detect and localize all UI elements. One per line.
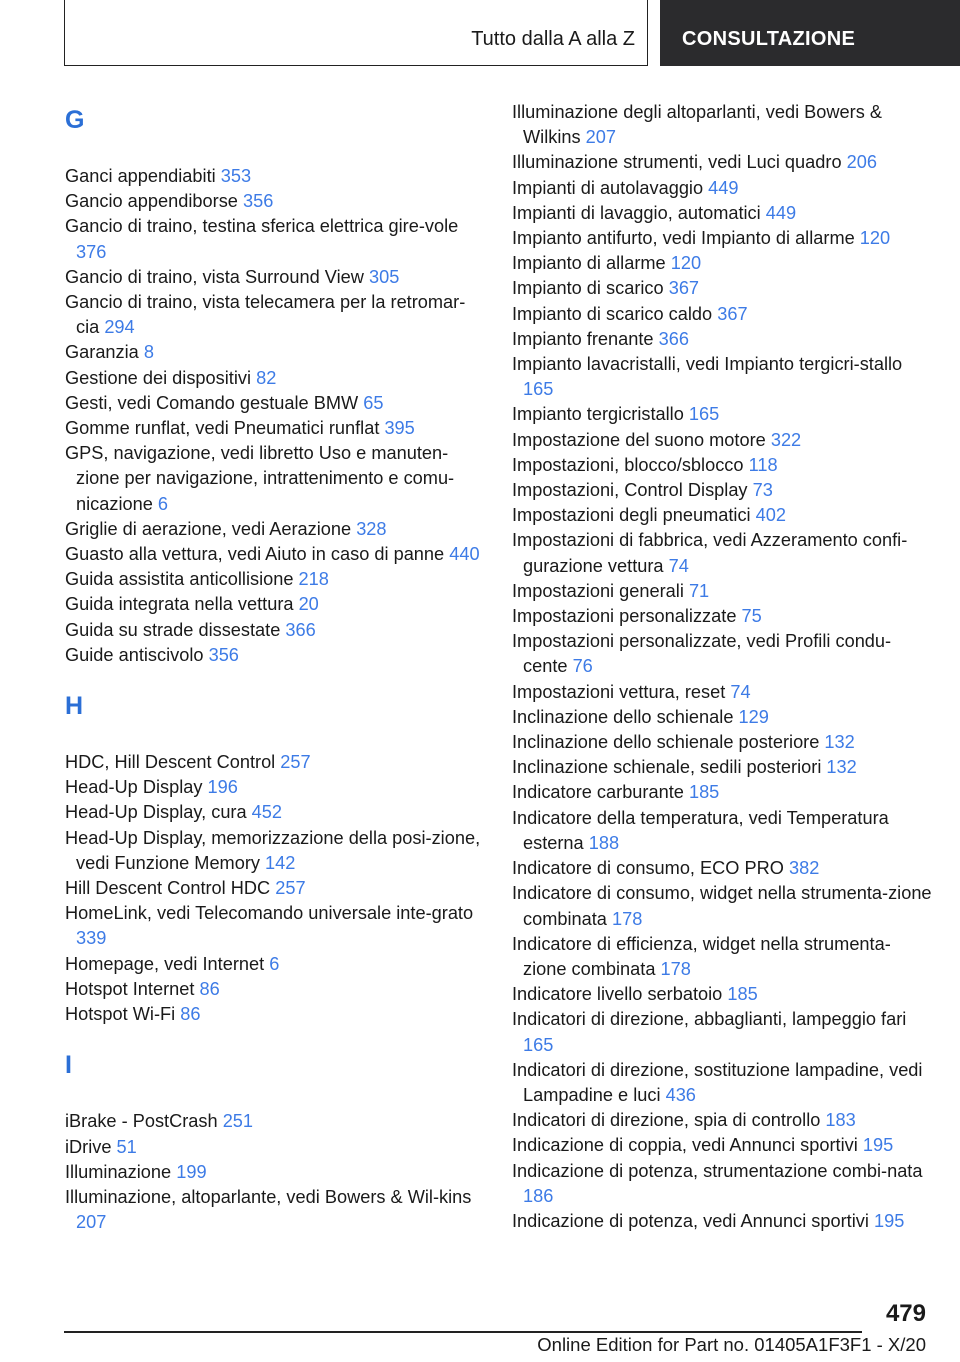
index-entry-text: Inclinazione schienale, sedili posteriori <box>512 757 822 778</box>
index-entry <box>65 750 485 775</box>
index-page-link[interactable]: 322 <box>770 429 802 450</box>
index-entry <box>512 478 932 503</box>
index-entry <box>512 1209 932 1234</box>
index-entry <box>65 542 485 567</box>
index-entry-text: Inclinazione dello schienale <box>512 706 734 727</box>
index-entry-text: Impostazioni generali <box>512 580 684 601</box>
index-page-link[interactable]: 165 <box>523 379 554 400</box>
index-page-link[interactable]: 132 <box>824 732 855 753</box>
index-entry <box>512 402 932 427</box>
index-entry <box>512 176 932 201</box>
index-entry <box>65 800 485 825</box>
index-entry-text: Head-Up Display, memorizzazione della posi-zione, vedi Funzione Memory <box>65 827 481 873</box>
index-page-link[interactable]: 76 <box>572 656 593 677</box>
index-letter-heading: I <box>65 1051 72 1080</box>
index-entry <box>512 251 932 276</box>
index-entry <box>512 150 932 175</box>
index-page-link[interactable]: 73 <box>752 480 773 501</box>
index-page-link[interactable]: 132 <box>826 757 857 778</box>
index-entry <box>512 302 932 327</box>
index-page-link[interactable]: 328 <box>356 518 387 539</box>
index-entry <box>65 1109 485 1134</box>
index-page-link[interactable]: 440 <box>449 544 480 565</box>
index-entry-text: Gancio di traino, vista telecamera per la retromar-cia <box>65 292 466 338</box>
index-page-link[interactable]: 251 <box>222 1111 254 1132</box>
index-entry-text: Indicazione di potenza, vedi Annunci sportivi <box>512 1210 869 1231</box>
index-page-link[interactable]: 120 <box>859 228 891 249</box>
index-column-right <box>512 100 932 1234</box>
index-page-link[interactable]: 395 <box>384 418 415 439</box>
index-page-link[interactable]: 178 <box>611 908 643 929</box>
index-entry-text: Impostazioni personalizzate <box>512 606 737 627</box>
index-entry <box>512 932 932 982</box>
index-entry <box>65 1185 485 1235</box>
index-page-link[interactable]: 367 <box>668 278 700 299</box>
index-entry <box>65 290 485 340</box>
index-entry-text: Impostazioni di fabbrica, vedi Azzeramento confi-gurazione vettura <box>512 530 908 576</box>
index-entry-text: Impianti di lavaggio, automatici <box>512 202 761 223</box>
index-entry-text: Impianti di autolavaggio <box>512 177 704 198</box>
index-entry-text: Indicatori di direzione, spia di controllo <box>512 1110 821 1131</box>
index-page-link[interactable]: 183 <box>825 1110 856 1131</box>
index-entry <box>512 1108 932 1133</box>
header-section-title: Tutto dalla A alla Z <box>471 28 635 50</box>
index-entry-text: Indicatore livello serbatoio <box>512 984 723 1005</box>
index-entry <box>65 826 485 876</box>
index-entry <box>512 705 932 730</box>
index-entry <box>65 1160 485 1185</box>
index-entry-text: Indicazione di potenza, strumentazione combi-nata <box>512 1160 923 1181</box>
index-page-link[interactable]: 74 <box>730 681 751 702</box>
index-page-link[interactable]: 196 <box>207 777 238 798</box>
index-page-link[interactable]: 382 <box>788 858 820 879</box>
page-header <box>64 0 960 66</box>
index-entry-text: Indicatore della temperatura, vedi Temperatura esterna <box>512 807 889 853</box>
index-page-link[interactable]: 185 <box>727 984 758 1005</box>
index-entry-text: Impostazioni vettura, reset <box>512 681 726 702</box>
index-entry-text: Impostazioni, Control Display <box>512 480 748 501</box>
index-entry-text: Gancio di traino, testina sferica elettrica gire-vole <box>65 216 459 237</box>
index-entry-text: Garanzia <box>65 342 139 363</box>
index-entry-text: Inclinazione dello schienale posteriore <box>512 732 820 753</box>
index-entry-text: Indicatore di consumo, ECO PRO <box>512 858 784 879</box>
index-entry <box>512 579 932 604</box>
index-page-link[interactable]: 207 <box>76 1212 107 1233</box>
index-page-link[interactable]: 178 <box>660 958 691 979</box>
index-page-link[interactable]: 74 <box>668 555 689 576</box>
index-entry-text: Impianto di scarico <box>512 278 664 299</box>
index-entry-text: Guida integrata nella vettura <box>65 594 294 615</box>
index-page-link[interactable]: 8 <box>143 342 154 363</box>
index-entry-text: Hotspot Wi-Fi <box>65 1004 176 1025</box>
index-entry <box>65 643 485 668</box>
index-page-link[interactable]: 257 <box>275 878 306 899</box>
index-page-link[interactable]: 305 <box>368 266 400 287</box>
index-page-link[interactable]: 186 <box>523 1185 554 1206</box>
index-entry <box>512 806 932 856</box>
index-entry-text: Indicatore di efficienza, widget nella strumenta-zione combinata <box>512 933 891 979</box>
index-entry <box>65 567 485 592</box>
index-entry-text: Guasto alla vettura, vedi Aiuto in caso di panne <box>65 544 445 565</box>
index-entry <box>512 680 932 705</box>
index-entry-text: GPS, navigazione, vedi libretto Uso e manuten-zione per navigazione, intrattenimento e comu-nicazione <box>65 443 455 514</box>
index-entry-text: Hill Descent Control HDC <box>65 878 271 899</box>
index-page-link[interactable]: 65 <box>363 392 384 413</box>
index-page-link[interactable]: 218 <box>298 569 329 590</box>
index-entry-text: Gomme runflat, vedi Pneumatici runflat <box>65 418 380 439</box>
index-page-link[interactable]: 6 <box>269 953 280 974</box>
index-entry-text: Impianto tergicristallo <box>512 404 684 425</box>
index-entry-text: Impianto frenante <box>512 328 654 349</box>
index-letter-heading: H <box>65 692 84 721</box>
index-page-link[interactable]: 366 <box>285 619 316 640</box>
index-page-link[interactable]: 257 <box>280 752 311 773</box>
index-entry-text: Guida su strade dissestate <box>65 619 281 640</box>
index-entry <box>65 441 485 517</box>
index-page-link[interactable]: 294 <box>104 317 135 338</box>
index-entry <box>512 327 932 352</box>
index-entry <box>65 876 485 901</box>
header-chapter-title: CONSULTAZIONE <box>682 28 856 50</box>
index-entry-text: Indicatori di direzione, sostituzione lampadine, vedi Lampadine e luci <box>512 1059 923 1105</box>
index-entry <box>65 952 485 977</box>
index-entry-text: Guida assistita anticollisione <box>65 569 294 590</box>
index-entry <box>65 214 485 264</box>
index-entry <box>512 982 932 1007</box>
index-page-link[interactable]: 120 <box>670 253 702 274</box>
index-entry-text: Impianto di scarico caldo <box>512 303 713 324</box>
index-entry-text: Gesti, vedi Comando gestuale BMW <box>65 392 359 413</box>
header-section-box <box>64 0 648 66</box>
index-entry <box>512 629 932 679</box>
index-entry <box>512 276 932 301</box>
index-entry <box>65 1135 485 1160</box>
index-entry-text: Impostazione del suono motore <box>512 429 766 450</box>
index-entry <box>65 189 485 214</box>
index-entry <box>512 453 932 478</box>
index-page-link[interactable]: 86 <box>199 978 220 999</box>
index-entry-text: Impianto di allarme <box>512 253 666 274</box>
index-column-left <box>65 100 485 1235</box>
index-entry-text: Indicazione di coppia, vedi Annunci sportivi <box>512 1135 858 1156</box>
index-page-link[interactable]: 165 <box>523 1034 554 1055</box>
index-entry-text: Ganci appendiabiti <box>65 166 216 186</box>
index-entry <box>65 164 485 189</box>
index-entry-text: HDC, Hill Descent Control <box>65 752 276 773</box>
index-page-link[interactable]: 6 <box>157 493 169 514</box>
index-entry-text: Guide antiscivolo <box>65 644 204 665</box>
page-number: 479 <box>885 1300 926 1327</box>
index-entry-text: iDrive <box>65 1136 112 1157</box>
index-entry <box>65 517 485 542</box>
index-entry <box>65 977 485 1002</box>
index-entry <box>512 780 932 805</box>
index-page-link[interactable]: 129 <box>738 706 769 727</box>
index-page-link[interactable]: 195 <box>862 1135 894 1156</box>
index-page-link[interactable]: 356 <box>242 191 274 212</box>
index-entry <box>512 1133 932 1158</box>
index-page-link[interactable]: 449 <box>708 177 739 198</box>
index-page-link[interactable]: 188 <box>588 832 620 853</box>
index-entry-text: HomeLink, vedi Telecomando universale inte-grato <box>65 903 474 924</box>
index-entry <box>512 503 932 528</box>
index-page-link[interactable]: 185 <box>688 782 720 803</box>
footer-edition: Online Edition for Part no. 01405A1F3F1 - X/20 <box>537 1334 926 1355</box>
index-page-link[interactable]: 20 <box>298 594 319 615</box>
index-page-link[interactable]: 71 <box>688 580 710 601</box>
index-page-link[interactable]: 75 <box>741 606 762 627</box>
index-entry-text: Illuminazione strumenti, vedi Luci quadro <box>512 152 842 173</box>
index-page-link[interactable]: 206 <box>846 152 877 173</box>
index-entry-text: Impostazioni degli pneumatici <box>512 505 751 526</box>
index-page-link[interactable]: 436 <box>665 1084 696 1105</box>
index-page-link[interactable]: 356 <box>208 644 239 665</box>
index-entry <box>65 265 485 290</box>
index-page-link[interactable]: 402 <box>755 505 787 526</box>
index-page-link[interactable]: 142 <box>265 852 296 873</box>
index-page-link[interactable]: 199 <box>176 1161 207 1182</box>
index-entry <box>512 1159 932 1209</box>
index-page-link[interactable]: 366 <box>658 328 689 349</box>
index-entry <box>65 340 485 365</box>
index-entry-text: Indicatori di direzione, abbaglianti, lampeggio fari <box>512 1009 907 1030</box>
index-entry <box>65 391 485 416</box>
index-entry <box>512 856 932 881</box>
index-entry <box>512 1058 932 1108</box>
index-entry-text: Illuminazione, altoparlante, vedi Bowers & Wil-kins <box>65 1186 472 1207</box>
index-page-link[interactable]: 452 <box>251 802 283 823</box>
index-entry <box>512 528 932 578</box>
index-entry-text: Hotspot Internet <box>65 978 195 999</box>
index-page-link[interactable]: 353 <box>220 166 252 186</box>
index-entry <box>512 881 932 931</box>
index-entry-text: iBrake - PostCrash <box>65 1111 218 1132</box>
index-entry-text: Gancio appendiborse <box>65 191 238 212</box>
index-entry <box>65 592 485 617</box>
footer-divider <box>64 1331 862 1333</box>
index-letter-heading: G <box>65 106 85 134</box>
index-entry <box>512 100 932 150</box>
index-entry <box>512 201 932 226</box>
index-entry-text: Homepage, vedi Internet <box>65 953 265 974</box>
index-entry-text: Impostazioni, blocco/sblocco <box>512 454 744 475</box>
index-entry <box>65 1002 485 1027</box>
index-entry-text: Griglie di aerazione, vedi Aerazione <box>65 518 352 539</box>
index-page-link[interactable]: 86 <box>180 1004 201 1025</box>
index-entry <box>65 618 485 643</box>
index-page-link[interactable]: 82 <box>256 367 277 388</box>
index-page-link[interactable]: 207 <box>585 127 617 148</box>
index-page-link[interactable]: 51 <box>116 1136 137 1157</box>
index-entry-text: Impianto lavacristalli, vedi Impianto tergicri-stallo <box>512 354 903 375</box>
index-entry-text: Illuminazione degli altoparlanti, vedi Bowers & Wilkins <box>512 102 883 148</box>
index-entry-text: Illuminazione <box>65 1161 172 1182</box>
index-entry-text: Gancio di traino, vista Surround View <box>65 266 364 287</box>
index-entry <box>65 901 485 951</box>
index-page-link[interactable]: 339 <box>76 928 107 949</box>
index-entry-text: Head-Up Display, cura <box>65 802 247 823</box>
index-page-link[interactable]: 367 <box>717 303 748 324</box>
header-chapter-tab[interactable] <box>660 0 960 66</box>
index-entry <box>512 755 932 780</box>
index-page-link[interactable]: 195 <box>873 1210 905 1231</box>
index-entry-text: Impianto antifurto, vedi Impianto di allarme <box>512 228 855 249</box>
index-entry-text: Head-Up Display <box>65 777 203 798</box>
index-page-link[interactable]: 165 <box>688 404 720 425</box>
index-entry-text: Indicatore carburante <box>512 782 684 803</box>
index-entry <box>512 428 932 453</box>
index-entry <box>65 366 485 391</box>
index-entry <box>512 604 932 629</box>
index-entry-text: Gestione dei dispositivi <box>65 367 252 388</box>
index-entry-text: Impostazioni personalizzate, vedi Profili condu-cente <box>512 631 892 677</box>
index-page-link[interactable]: 449 <box>765 202 797 223</box>
index-page-link[interactable]: 118 <box>748 454 778 475</box>
index-entry <box>65 416 485 441</box>
index-entry-text: Indicatore di consumo, widget nella strumenta-zione combinata <box>512 883 932 929</box>
index-entry <box>512 226 932 251</box>
index-entry <box>512 1007 932 1057</box>
index-page-link[interactable]: 376 <box>76 241 107 262</box>
index-entry <box>512 730 932 755</box>
index-entry <box>512 352 932 402</box>
index-entry <box>65 775 485 800</box>
